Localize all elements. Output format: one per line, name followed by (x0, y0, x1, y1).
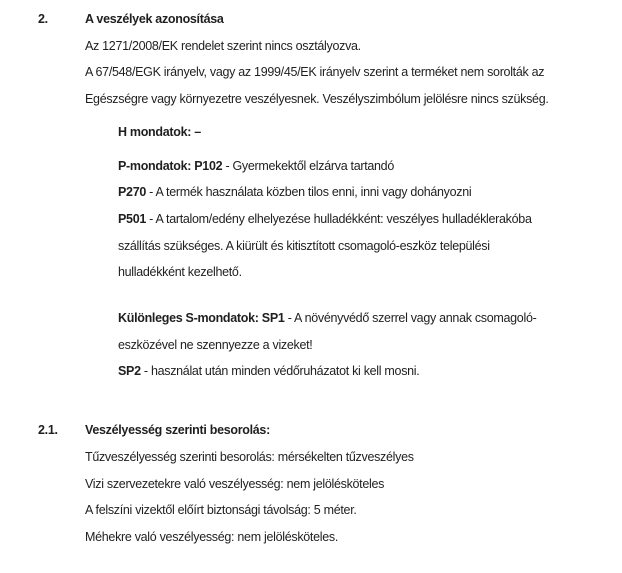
sp-statement-text: - használat után minden védőruházatot ki kell mosni. (140, 364, 420, 379)
classification-line: A felszíni vizektől előírt biztonsági távolság: 5 méter. (85, 503, 357, 518)
section-2-1-number: 2.1. (38, 423, 58, 438)
sp-statement-label: Különleges S-mondatok: SP1 (118, 311, 285, 326)
p-statement-label: P270 (118, 185, 146, 200)
hazard-statements-block (118, 119, 614, 385)
p501-continuation-line: szállítás szükséges. A kiürült és kitisztított csomagoló-eszköz települési (118, 238, 490, 253)
p-statement-label: P-mondatok: P102 (118, 158, 223, 173)
p-statement-line-p270 (118, 179, 614, 206)
classification-line: Vizi szervezetekre való veszélyesség: nem jelölésköteles (85, 476, 385, 491)
section-2-paragraph-line: A 67/548/EGK irányelv, vagy az 1999/45/EK irányelv szerint a terméket nem sorolták az (85, 65, 545, 80)
sp1-continuation-line: eszközével ne szennyezze a vizeket! (118, 337, 313, 352)
p501-continuation-line: hulladékként kezelhető. (118, 265, 242, 280)
p-statement-text: - A tartalom/edény elhelyezése hulladékként: veszélyes hulladéklerakóba (146, 211, 532, 226)
section-2-1-title: Veszélyesség szerinti besorolás: (85, 423, 270, 438)
section-2-paragraph-line: Az 1271/2008/EK rendelet szerint nincs osztályozva. (85, 38, 361, 53)
classification-line: Tűzveszélyesség szerinti besorolás: mérsékelten tűzveszélyes (85, 449, 414, 464)
section-2-number: 2. (38, 12, 48, 26)
p-statement-text: - A termék használata közben tilos enni, inni vagy dohányozni (146, 185, 472, 200)
sp-statement-line-sp2 (118, 358, 614, 385)
classification-line: Méhekre való veszélyesség: nem jelölésköteles. (85, 529, 338, 544)
section-2-paragraph-line: Egészségre vagy környezetre veszélyesnek. Veszélyszimbólum jelölésre nincs szükség. (85, 92, 549, 107)
p-statement-line-p501 (118, 206, 614, 233)
section-2-1 (38, 417, 614, 551)
section-2-title: A veszélyek azonosítása (85, 12, 224, 26)
p-statement-label: P501 (118, 211, 146, 226)
sp-statement-line-sp1 (118, 305, 614, 332)
p-statement-line-p102 (118, 153, 614, 180)
section-2 (38, 6, 614, 385)
sp-statement-text: - A növényvédő szerrel vagy annak csomagoló- (284, 311, 537, 326)
sp-statement-label: SP2 (118, 364, 141, 379)
h-statements-line (118, 119, 614, 146)
h-statements-label: H mondatok: – (118, 124, 201, 139)
p-statement-text: - Gyermekektől elzárva tartandó (222, 158, 394, 173)
